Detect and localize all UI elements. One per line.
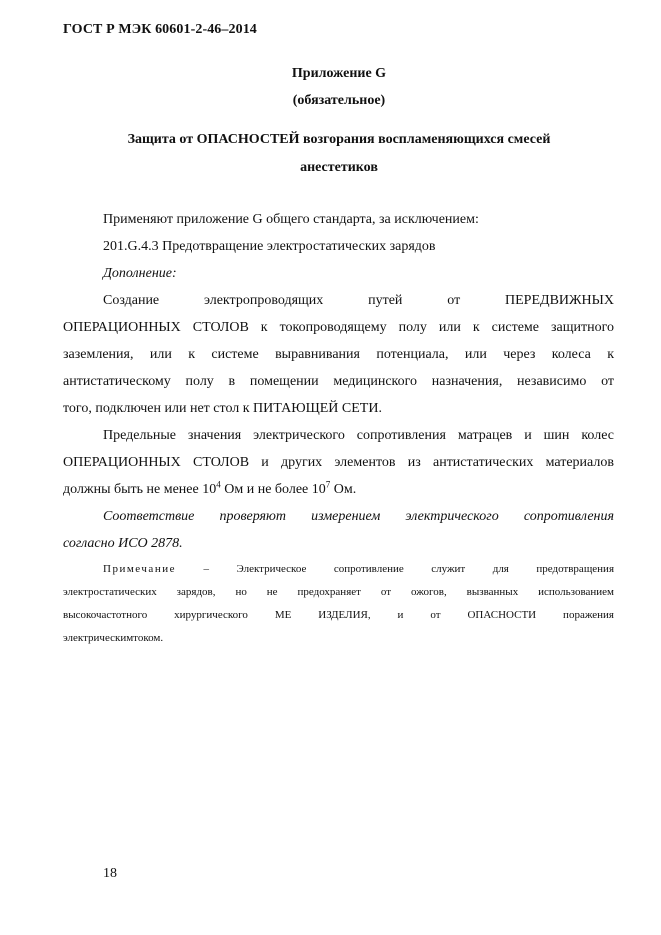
compliance-line: согласно ИСО 2878.	[63, 536, 183, 551]
compliance-line: Соответствие проверяют измерением электрического сопротивления	[103, 509, 614, 524]
paragraph-line: Предельные значения электрического сопротивления матрацев и шин колес	[103, 428, 614, 443]
limits-text-b: Ом и не более 10	[220, 482, 326, 497]
annex-title: Приложение G	[291, 66, 387, 81]
note-label: Примечание	[103, 563, 176, 575]
paragraph-line: антистатическому полу в помещении медицинского назначения, независимо от	[63, 374, 614, 389]
annex-heading-line2: анестетиков	[300, 160, 378, 175]
limits-exponent-min: 4	[216, 479, 221, 490]
clause-heading: 201.G.4.3 Предотвращение электростатических зарядов	[103, 239, 436, 254]
note-text: – Электрическое сопротивление служит для предотвращения	[175, 563, 614, 575]
limits-text-c: Ом.	[330, 482, 357, 497]
page-number: 18	[103, 866, 117, 881]
note-line: электростатических зарядов, но не предохраняет от ожогов, вызванных использованием	[63, 586, 614, 598]
limits-text-a: должны быть не менее 10	[63, 482, 217, 497]
note-line: электрическимтоком.	[63, 632, 164, 644]
paragraph-line: ОПЕРАЦИОННЫХ СТОЛОВ и других элементов из антистатических материалов	[63, 455, 614, 470]
paragraph-line: заземления, или к системе выравнивания потенциала, или через колеса к	[63, 347, 614, 362]
annex-status: (обязательное)	[292, 93, 386, 108]
paragraph-line-limits	[63, 479, 614, 498]
addition-label: Дополнение:	[103, 266, 177, 281]
note-line: высокочастотного хирургического МЕ ИЗДЕЛИЯ, и от ОПАСНОСТИ поражения	[63, 609, 614, 621]
document-header: ГОСТ Р МЭК 60601-2-46–2014	[63, 22, 257, 37]
paragraph-line: того, подключен или нет стол к ПИТАЮЩЕЙ СЕТИ.	[63, 401, 382, 416]
limits-exponent-max: 7	[325, 479, 331, 490]
paragraph-line: ОПЕРАЦИОННЫХ СТОЛОВ к токопроводящему полу или к системе защитного	[63, 320, 614, 335]
paragraph-intro: Применяют приложение G общего стандарта, за исключением:	[103, 212, 479, 227]
note-line1	[103, 563, 614, 575]
paragraph-line: Создание электропроводящих путей от ПЕРЕДВИЖНЫХ	[103, 293, 614, 308]
annex-heading-line1: Защита от ОПАСНОСТЕЙ возгорания воспламеняющихся смесей	[127, 132, 551, 147]
